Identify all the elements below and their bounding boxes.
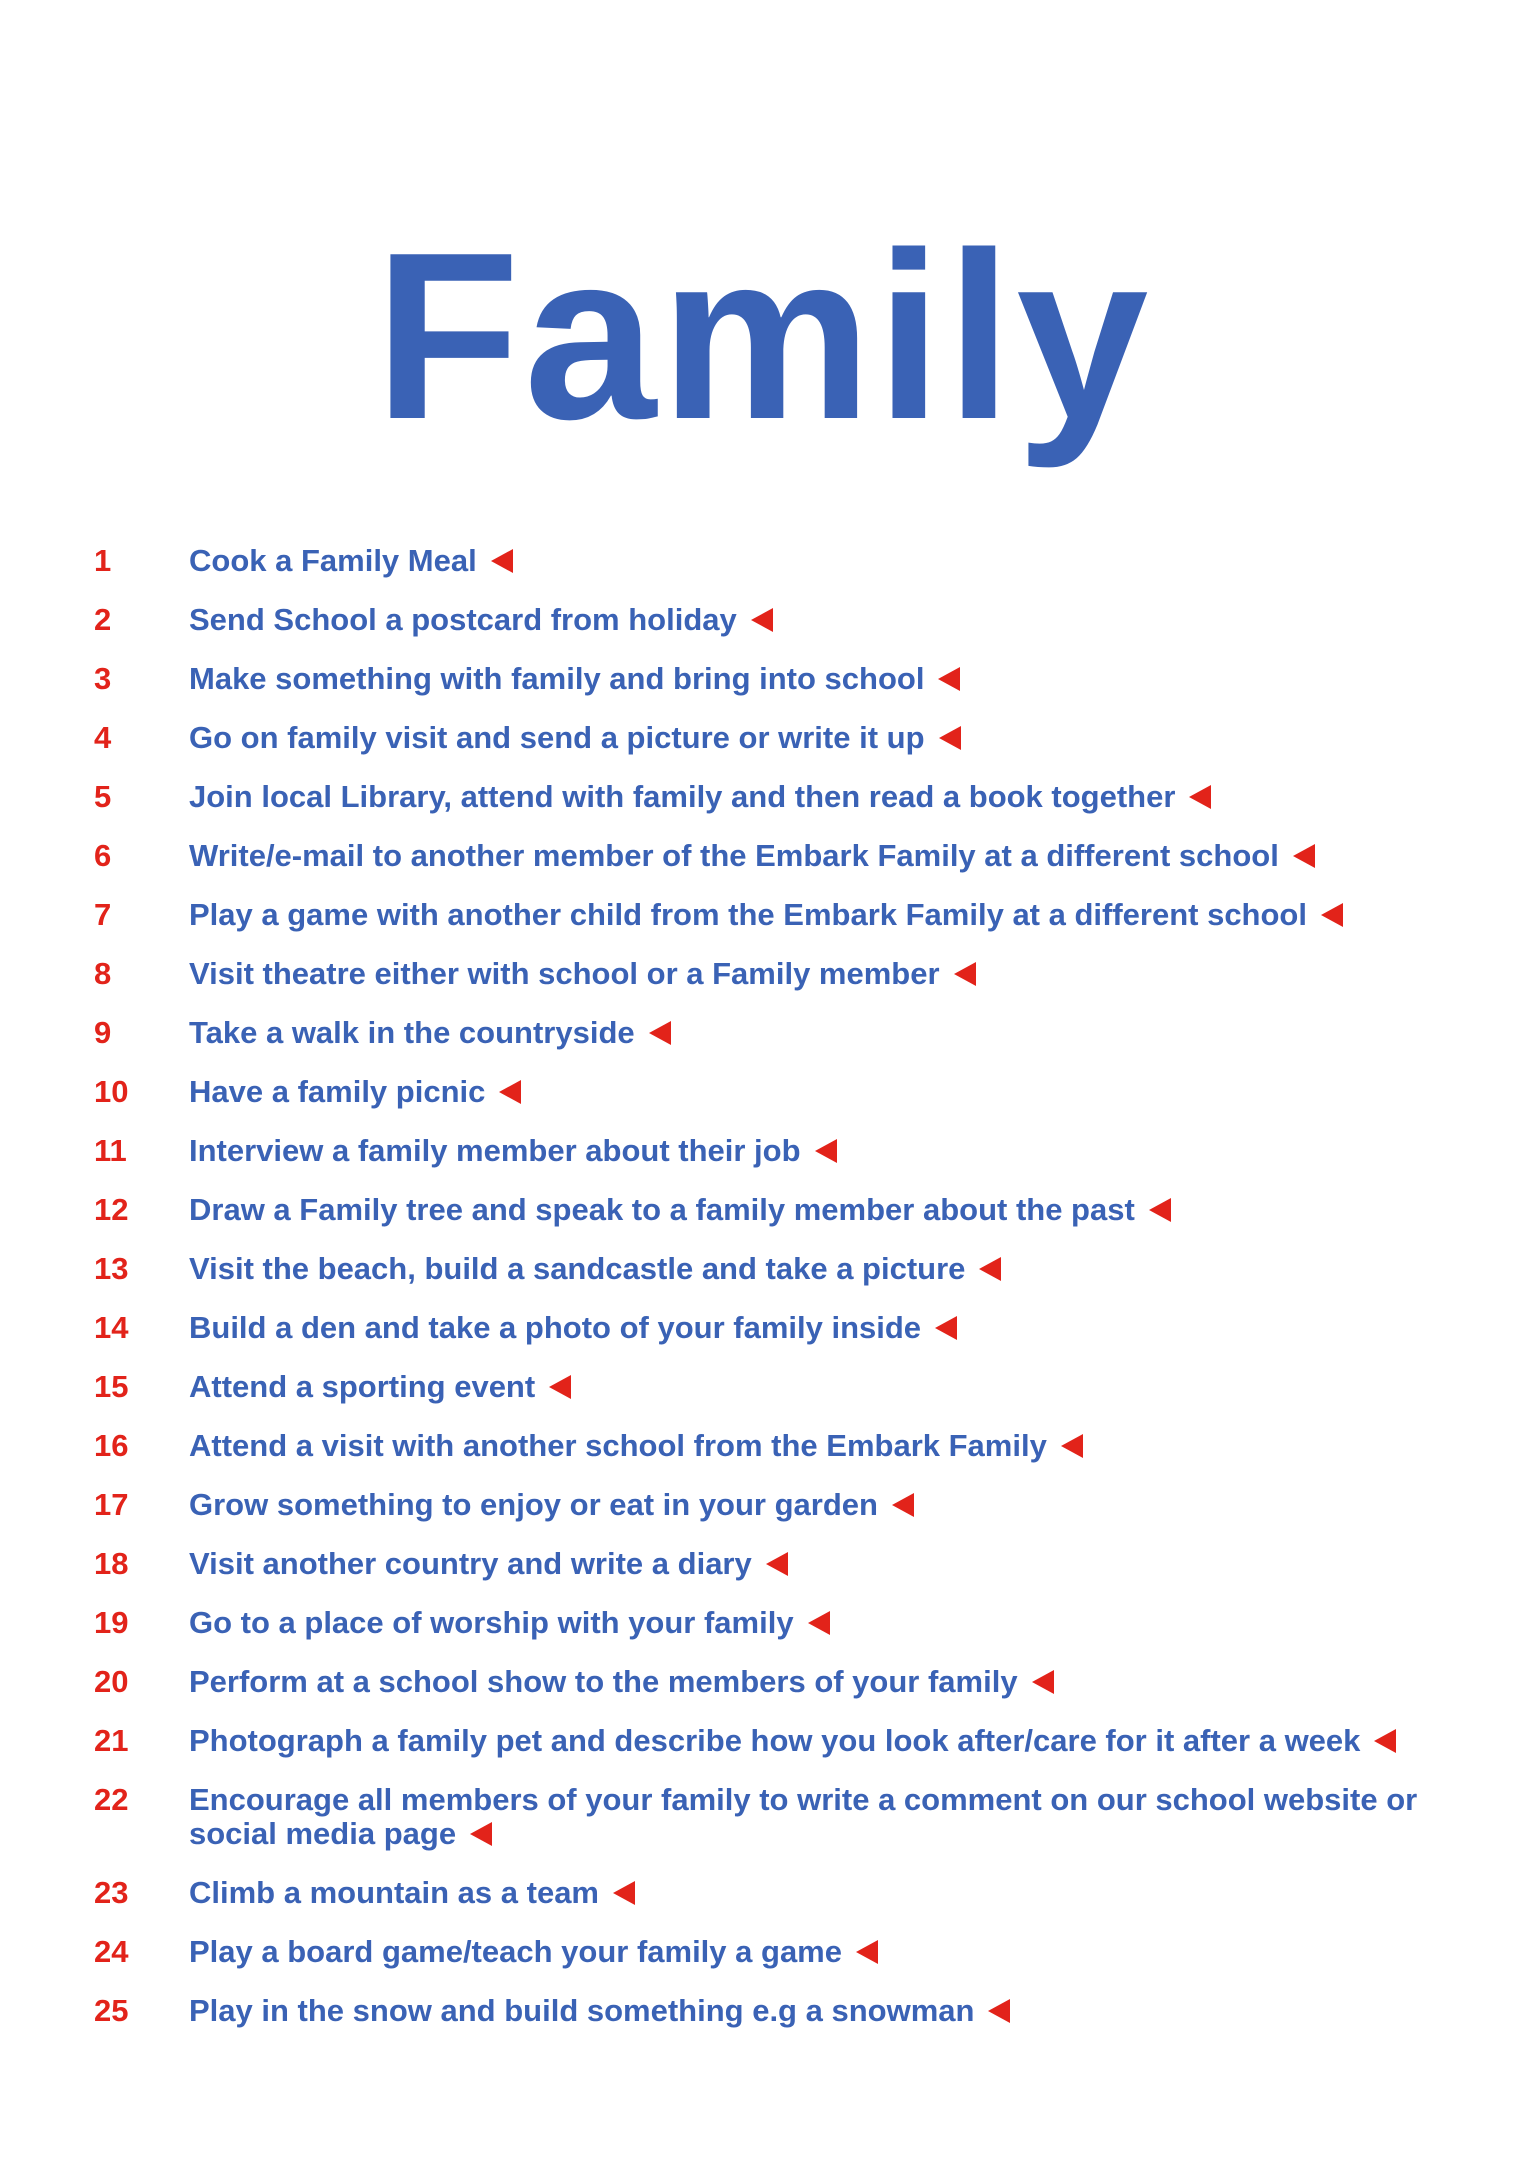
item-number: 1 — [94, 543, 112, 578]
left-triangle-icon — [766, 1552, 788, 1576]
item-number: 23 — [94, 1875, 129, 1910]
item-text: Send School a postcard from holiday — [189, 602, 737, 637]
left-triangle-icon — [939, 726, 961, 750]
left-triangle-icon — [491, 549, 513, 573]
item-number: 8 — [94, 956, 112, 991]
item-number: 25 — [94, 1993, 129, 2028]
left-triangle-icon — [1321, 903, 1343, 927]
item-text: Grow something to enjoy or eat in your garden — [189, 1487, 878, 1522]
item-number: 9 — [94, 1015, 112, 1050]
item-number: 15 — [94, 1369, 129, 1404]
item-text: Join local Library, attend with family and then read a book together — [189, 779, 1176, 814]
page-title: Family — [374, 204, 1153, 469]
item-number: 16 — [94, 1428, 129, 1463]
left-triangle-icon — [988, 1999, 1010, 2023]
item-text: Have a family picnic — [189, 1074, 486, 1109]
left-triangle-icon — [1293, 844, 1315, 868]
item-number: 10 — [94, 1074, 129, 1109]
item-number: 4 — [94, 720, 112, 755]
item-number: 14 — [94, 1310, 129, 1345]
item-number: 22 — [94, 1782, 129, 1817]
item-number: 6 — [94, 838, 112, 873]
item-text: Play a game with another child from the Embark Family at a different school — [189, 897, 1307, 932]
left-triangle-icon — [1374, 1729, 1396, 1753]
item-text: Attend a sporting event — [189, 1369, 536, 1404]
item-text: Perform at a school show to the members of your family — [189, 1664, 1018, 1699]
item-text: Attend a visit with another school from the Embark Family — [189, 1428, 1047, 1463]
item-text: Take a walk in the countryside — [189, 1015, 635, 1050]
left-triangle-icon — [751, 608, 773, 632]
left-triangle-icon — [954, 962, 976, 986]
item-text: Build a den and take a photo of your family inside — [189, 1310, 922, 1345]
left-triangle-icon — [808, 1611, 830, 1635]
item-text: Write/e-mail to another member of the Embark Family at a different school — [189, 838, 1279, 873]
item-text: Go on family visit and send a picture or write it up — [189, 720, 925, 755]
item-number: 3 — [94, 661, 112, 696]
item-number: 2 — [94, 602, 112, 637]
left-triangle-icon — [549, 1375, 571, 1399]
left-triangle-icon — [1149, 1198, 1171, 1222]
item-text: Photograph a family pet and describe how you look after/care for it after a week — [189, 1723, 1361, 1758]
item-text: Go to a place of worship with your family — [189, 1605, 794, 1640]
item-number: 7 — [94, 897, 112, 932]
item-text: Visit the beach, build a sandcastle and take a picture — [189, 1251, 966, 1286]
item-number: 13 — [94, 1251, 129, 1286]
left-triangle-icon — [649, 1021, 671, 1045]
item-number: 21 — [94, 1723, 129, 1758]
left-triangle-icon — [938, 667, 960, 691]
item-number: 12 — [94, 1192, 129, 1227]
item-number: 20 — [94, 1664, 129, 1699]
item-text: Climb a mountain as a team — [189, 1875, 599, 1910]
left-triangle-icon — [935, 1316, 957, 1340]
item-text: Visit theatre either with school or a Family member — [189, 956, 940, 991]
item-text: Visit another country and write a diary — [189, 1546, 752, 1581]
left-triangle-icon — [856, 1940, 878, 1964]
item-number: 19 — [94, 1605, 129, 1640]
item-text: Make something with family and bring into school — [189, 661, 925, 696]
item-number: 17 — [94, 1487, 129, 1522]
item-text: Encourage all members of your family to write a comment on our school website or social media page — [189, 1782, 1418, 1851]
left-triangle-icon — [499, 1080, 521, 1104]
left-triangle-icon — [892, 1493, 914, 1517]
item-text: Play in the snow and build something e.g a snowman — [189, 1993, 975, 2028]
left-triangle-icon — [1061, 1434, 1083, 1458]
item-number: 18 — [94, 1546, 129, 1581]
left-triangle-icon — [979, 1257, 1001, 1281]
item-text: Draw a Family tree and speak to a family member about the past — [189, 1192, 1135, 1227]
left-triangle-icon — [470, 1822, 492, 1846]
item-number: 11 — [94, 1133, 127, 1168]
item-text: Interview a family member about their job — [189, 1133, 801, 1168]
left-triangle-icon — [1032, 1670, 1054, 1694]
item-number: 24 — [94, 1934, 129, 1969]
item-text: Play a board game/teach your family a game — [189, 1934, 842, 1969]
left-triangle-icon — [1189, 785, 1211, 809]
item-text: Cook a Family Meal — [189, 543, 477, 578]
left-triangle-icon — [815, 1139, 837, 1163]
left-triangle-icon — [613, 1881, 635, 1905]
item-number: 5 — [94, 779, 112, 814]
